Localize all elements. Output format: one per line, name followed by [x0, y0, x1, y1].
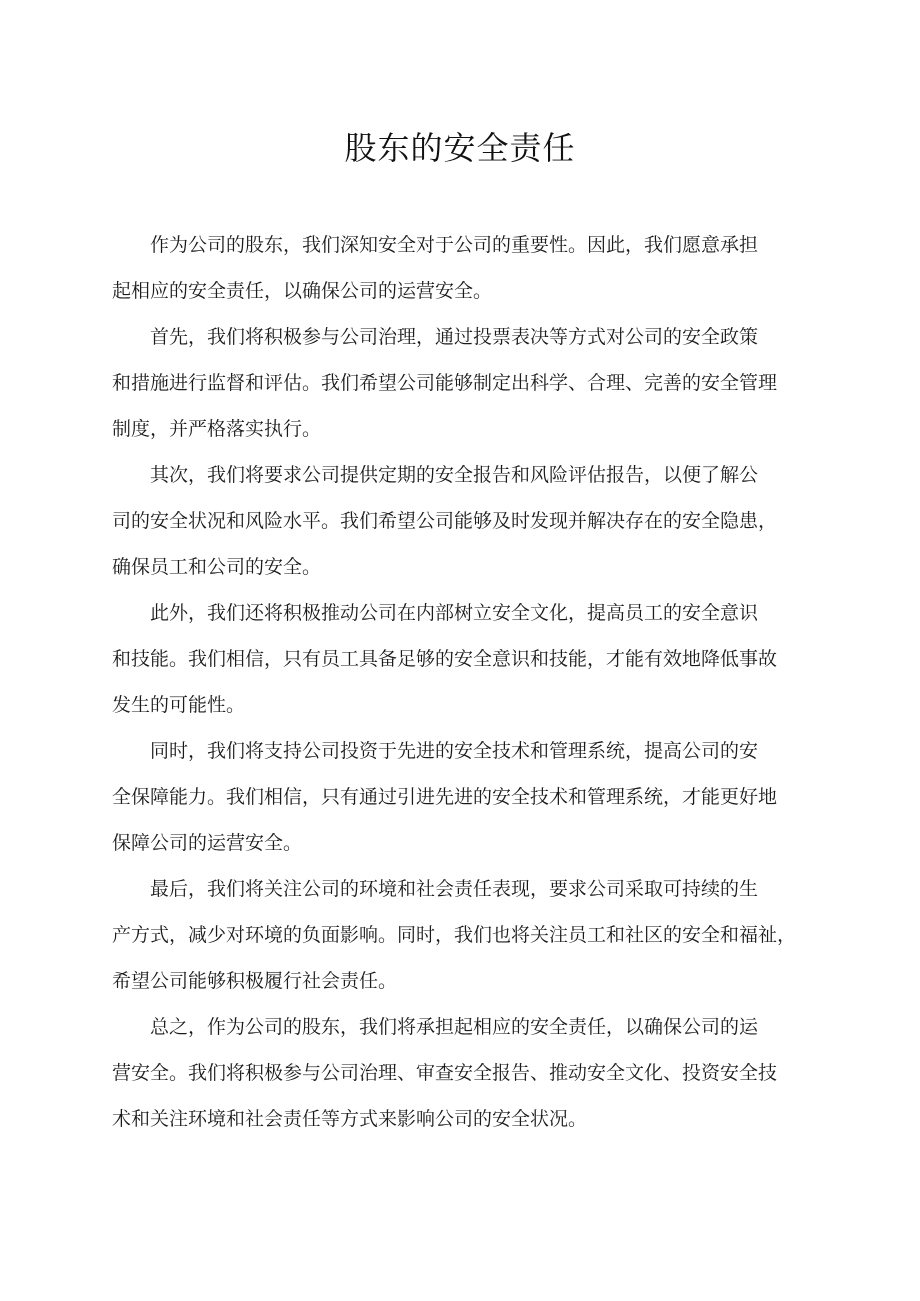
paragraph-line: 术和关注环境和社会责任等方式来影响公司的安全状况。: [112, 1108, 588, 1130]
paragraph-7: [112, 1004, 812, 1142]
paragraph-1: [112, 222, 812, 314]
paragraph-line: 营安全。我们将积极参与公司治理、审查安全报告、推动安全文化、投资安全技: [112, 1062, 778, 1084]
paragraph-line: 和技能。我们相信，只有员工具备足够的安全意识和技能，才能有效地降低事故: [112, 648, 778, 670]
paragraph-line: 此外，我们还将积极推动公司在内部树立安全文化，提高员工的安全意识: [150, 602, 759, 624]
paragraph-line: 作为公司的股东，我们深知安全对于公司的重要性。因此，我们愿意承担: [150, 234, 759, 256]
paragraph-line: 产方式，减少对环境的负面影响。同时，我们也将关注员工和社区的安全和福祉，: [112, 924, 797, 946]
paragraph-line: 和措施进行监督和评估。我们希望公司能够制定出科学、合理、完善的安全管理: [112, 372, 778, 394]
paragraph-line: 最后，我们将关注公司的环境和社会责任表现，要求公司采取可持续的生: [150, 878, 759, 900]
paragraph-line: 发生的可能性。: [112, 694, 246, 716]
paragraph-line: 保障公司的运营安全。: [112, 832, 303, 854]
paragraph-6: [112, 866, 812, 1004]
paragraph-line: 首先，我们将积极参与公司治理，通过投票表决等方式对公司的安全政策: [150, 326, 759, 348]
paragraph-line: 希望公司能够积极履行社会责任。: [112, 970, 398, 992]
paragraph-2: [112, 314, 812, 452]
paragraph-line: 起相应的安全责任，以确保公司的运营安全。: [112, 280, 493, 302]
paragraph-line: 制度，并严格落实执行。: [112, 418, 322, 440]
paragraph-3: [112, 452, 812, 590]
paragraph-line: 同时，我们将支持公司投资于先进的安全技术和管理系统，提高公司的安: [150, 740, 759, 762]
document-body: [112, 222, 812, 1142]
paragraph-5: [112, 728, 812, 866]
paragraph-line: 总之，作为公司的股东，我们将承担起相应的安全责任，以确保公司的运: [150, 1016, 759, 1038]
document-title: 股东的安全责任: [344, 129, 576, 167]
paragraph-line: 司的安全状况和风险水平。我们希望公司能够及时发现并解决存在的安全隐患，: [112, 510, 778, 532]
paragraph-4: [112, 590, 812, 728]
paragraph-line: 全保障能力。我们相信，只有通过引进先进的安全技术和管理系统，才能更好地: [112, 786, 778, 808]
paragraph-line: 其次，我们将要求公司提供定期的安全报告和风险评估报告，以便了解公: [150, 464, 759, 486]
paragraph-line: 确保员工和公司的安全。: [112, 556, 322, 578]
